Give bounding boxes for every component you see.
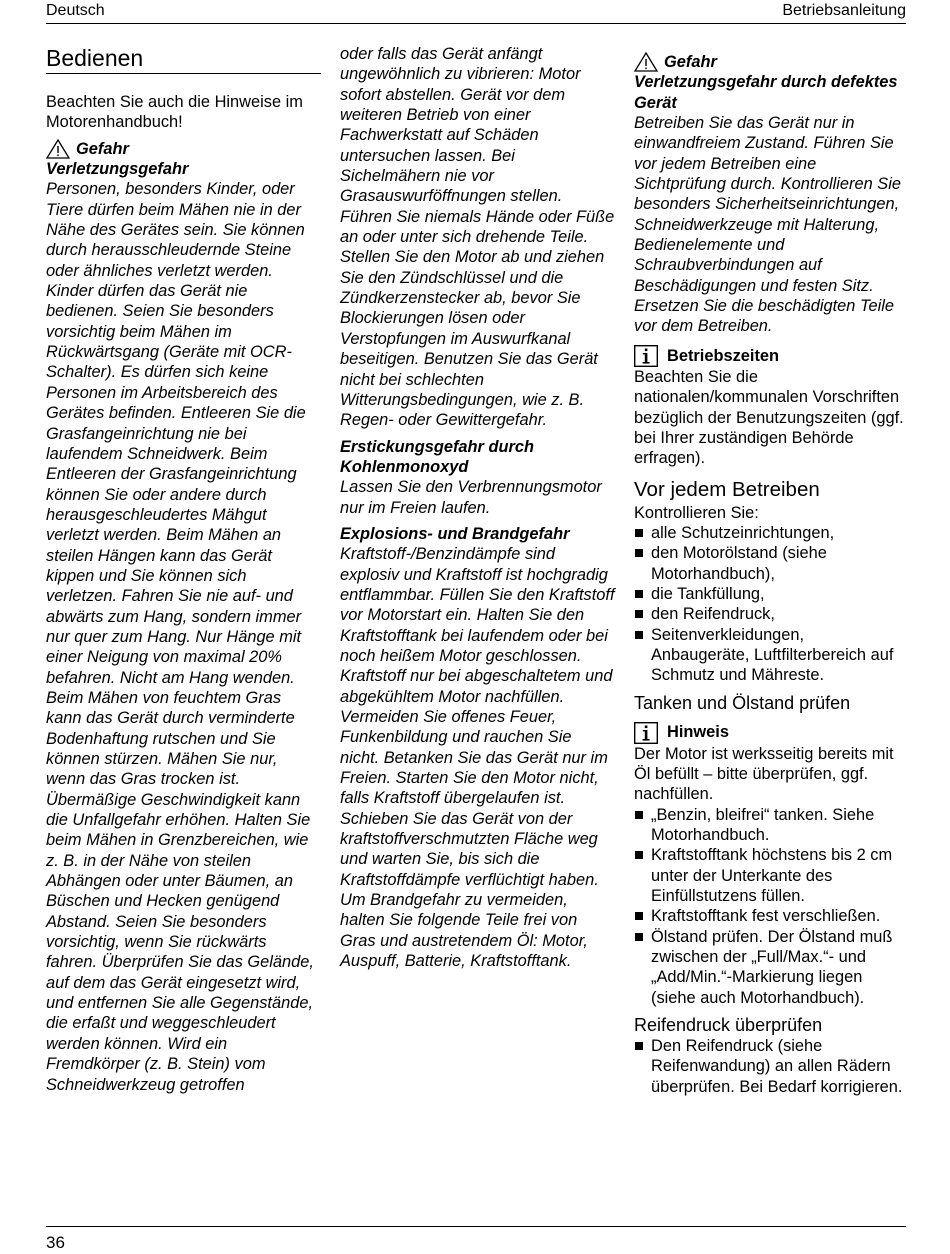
- danger-heading: [46, 139, 321, 159]
- list-item: den Motorölstand (siehe Motorhandbuch),: [634, 543, 906, 584]
- fire-text: Kraftstoff-/Benzindämpfe sind explosiv und Kraftstoff ist hochgradig entflammbar. Füllen Sie den Kraftstoff vor Motorstart ein. Halten Sie den Kraftstofftank bei laufendem oder bei noch heißem Motor geschlossen. Kraftstoff nur bei abgeschaltetem und abgekühltem Motor nachfüllen. Vermeiden Sie offenes Feuer, Funkenbildung und rauchen Sie nicht. Betanken Sie das Gerät nur im Freien. Starten Sie den Motor nicht, falls Kraftstoff übergelaufen ist. Schieben Sie das Gerät von der kraftstoffverschmutzten Fläche weg und warten Sie, bis sich die Kraftstoffdämpfe verflüchtigt haben. Um Brandgefahr zu vermeiden, halten Sie folgende Teile frei von Gras und austretendem Öl: Motor, Auspuff, Batterie, Kraftstofftank.: [340, 545, 615, 971]
- danger-label: Gefahr: [76, 139, 129, 158]
- section-title-bedienen: Bedienen: [46, 44, 321, 74]
- info-icon: [634, 345, 658, 367]
- header-doc-type: Betriebsanleitung: [782, 2, 906, 19]
- column-2: [340, 44, 615, 971]
- info-label-betriebszeiten: Betriebszeiten: [667, 346, 780, 365]
- list-item: Den Reifendruck (siehe Reifenwandung) an allen Rädern überprüfen. Bei Bedarf korrigieren.: [634, 1036, 906, 1097]
- info-icon: [634, 722, 658, 744]
- list-item: Ölstand prüfen. Der Ölstand muß zwischen der „Full/Max.“- und „Add/Min.“-Markierung liegen (siehe auch Motorhandbuch).: [634, 927, 906, 1008]
- danger-text: Personen, besonders Kinder, oder Tiere dürfen beim Mähen nie in der Nähe des Gerätes sein. Sie können durch herausschleudernde Steine oder ähnliches verletzt werden. Kinder dürfen das Gerät nie bedienen. Seien Sie besonders vorsichtig beim Mähen im Rückwärtsgang (Geräte mit OCR-Schalter). Es dürfen sich keine Personen im Arbeitsbereich des Gerätes befinden. Entleeren Sie die Grasfangeinrichtung nie bei laufendem Schneidwerk. Beim Entleeren der Grasfangeinrichtung können Sie oder andere durch herausgeschleudertes Mähgut verletzt werden. Beim Mähen an steilen Hängen kann das Gerät kippen und Sie können sich verletzen. Fahren Sie nie auf- und abwärts zum Hang, sondern immer nur quer zum Hang. Nur Hänge mit einer Neigung von maximal 20% befahren. Nicht am Hang wenden. Beim Mähen von feuchtem Gras kann das Gerät durch verminderte Bodenhaftung rutschen und Sie können stürzen. Mähen Sie nur, wenn das Gras trocken ist. Übermäßige Geschwindigkeit kann die Unfallgefahr erhöhen. Halten Sie beim Mähen in Grenzbereichen, wie z. B. in der Nähe von steilen Abhängen oder unter Bäumen, an Büschen und Hecken genügend Abstand. Seien Sie besonders vorsichtig, wenn Sie rückwärts fahren. Überprüfen Sie das Gelände, auf dem das Gerät eingesetzt wird, und entfernen Sie alle Gegenstände, die erfaßt und weggeschleudert werden können. Wird ein Fremdkörper (z. B. Stein) vom Schneidwerkzeug getroffen: [46, 180, 314, 1094]
- intro-text: Beachten Sie auch die Hinweise im Motorenhandbuch!: [46, 93, 303, 132]
- list-item: Kraftstofftank höchstens bis 2 cm unter der Unterkante des Einfüllstutzens füllen.: [634, 845, 906, 906]
- fire-title: Explosions- und Brandgefahr: [340, 524, 570, 543]
- before-intro: Kontrollieren Sie:: [634, 503, 759, 522]
- warning-triangle-icon: [46, 139, 70, 159]
- header-language: Deutsch: [46, 2, 105, 19]
- list-item: die Tankfüllung,: [634, 584, 906, 604]
- section-title-vor-jedem-betreiben: Vor jedem Betreiben: [634, 477, 820, 501]
- tank-checklist: [634, 805, 906, 1008]
- info-text-hinweis: Der Motor ist werksseitig bereits mit Öl befüllt – bitte überprüfen, ggf. nachfüllen.: [634, 744, 894, 804]
- suffocation-text: Lassen Sie den Verbrennungsmotor nur im Freien laufen.: [340, 478, 602, 517]
- danger-continued-text: oder falls das Gerät anfängt ungewöhnlich zu vibrieren: Motor sofort abstellen. Gerät vor dem weiteren Betrieb von einer Fachwerkstatt auf Schäden untersuchen lassen. Bei Sichelmähern nie vor Grasauswurföffnungen stellen. Führen Sie niemals Hände oder Füße an oder unter sich drehende Teile. Stellen Sie den Motor ab und ziehen Sie den Zündschlüssel und die Zündkerzenstecker ab, bevor Sie Blockierungen lösen oder Verstopfungen im Auswurfkanal beseitigen. Benutzen Sie das Gerät nicht bei schlechten Witterungsbedingungen, wie z. B. Regen- oder Gewittergefahr.: [340, 45, 615, 430]
- danger-text-2: Betreiben Sie das Gerät nur in einwandfreiem Zustand. Führen Sie vor jedem Betreiben eine Sichtprüfung durch. Kontrollieren Sie besonders Sicherheitseinrichtungen, Schneidwerkzeuge mit Halterung, Bedienelemente und Schraubverbindungen auf Beschädigungen und festen Sitz. Ersetzen Sie die beschädigten Teile vor dem Betreiben.: [634, 114, 901, 336]
- danger-heading-2: [634, 52, 906, 72]
- info-heading-hinweis: [634, 722, 906, 744]
- column-1: [46, 44, 321, 1095]
- danger-label-2: Gefahr: [664, 53, 717, 71]
- list-item: alle Schutzeinrichtungen,: [634, 523, 906, 543]
- page-header: [46, 0, 906, 24]
- before-checklist: [634, 523, 906, 686]
- info-label-hinweis: Hinweis: [667, 723, 729, 742]
- danger-subtitle-2: Verletzungsgefahr durch defektes Gerät: [634, 73, 898, 112]
- tire-checklist: [634, 1036, 906, 1097]
- list-item: Kraftstofftank fest verschließen.: [634, 906, 906, 926]
- warning-triangle-icon: [634, 52, 658, 72]
- section-title-tanken: Tanken und Ölstand prüfen: [634, 692, 851, 713]
- section-title-reifendruck: Reifendruck überprüfen: [634, 1015, 823, 1036]
- suffocation-title: Erstickungsgefahr durch Kohlenmonoxyd: [340, 437, 534, 476]
- column-3: [634, 52, 906, 1097]
- info-heading-betriebszeiten: [634, 345, 906, 367]
- footer-divider: [46, 1226, 906, 1227]
- list-item: Seitenverkleidungen, Anbaugeräte, Luftfilterbereich auf Schmutz und Mähreste.: [634, 625, 906, 686]
- page-number: 36: [46, 1233, 65, 1252]
- danger-subtitle: Verletzungsgefahr: [46, 160, 189, 179]
- list-item: den Reifendruck,: [634, 604, 906, 624]
- list-item: „Benzin, bleifrei“ tanken. Siehe Motorhandbuch.: [634, 805, 906, 846]
- info-text-betriebszeiten: Beachten Sie die nationalen/kommunalen Vorschriften bezüglich der Benutzungszeiten (ggf. bei Ihrer zuständigen Behörde erfragen).: [634, 367, 904, 468]
